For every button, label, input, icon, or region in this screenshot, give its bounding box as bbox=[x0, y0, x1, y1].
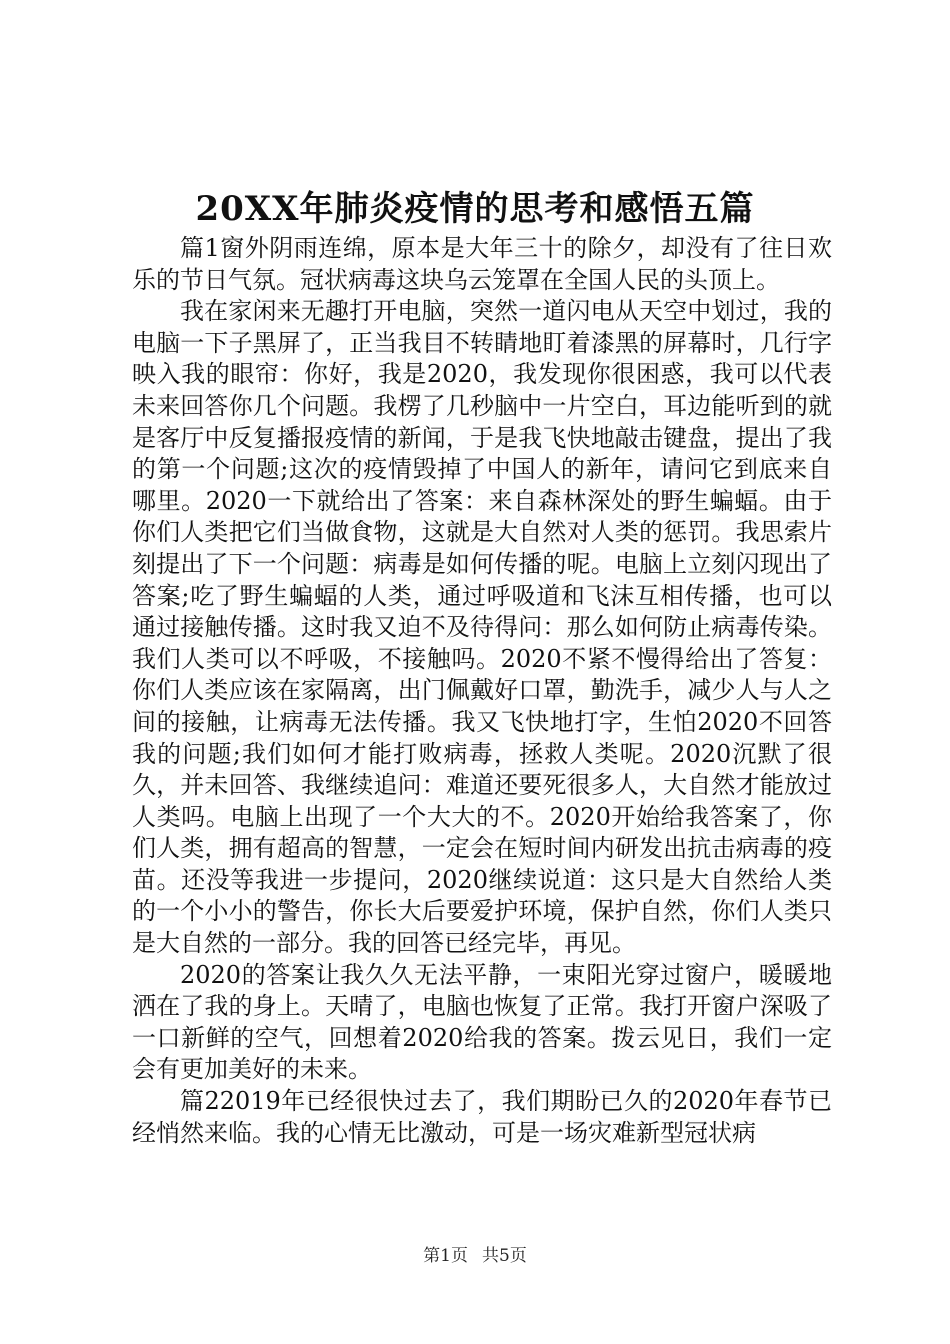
page-total: 共5页 bbox=[482, 1246, 527, 1266]
page-number: 第1页 bbox=[423, 1246, 468, 1266]
paragraph-2: 我在家闲来无趣打开电脑，突然一道闪电从天空中划过，我的电脑一下子黑屏了，正当我目不转睛地盯着漆黑的屏幕时，几行字映入我的眼帘：你好，我是2020，我发现你很困惑，我可以代表未来回答你几个问题。我楞了几秒脑中一片空白，耳边能听到的就是客厅中反复播报疫情的新闻，于是我飞快地敲击键盘，提出了我的第一个问题;这次的疫情毁掉了中国人的新年，请问它到底来自哪里。2020一下就给出了答案：来自森林深处的野生蝙蝠。由于你们人类把它们当做食物，这就是大自然对人类的惩罚。我思索片刻提出了下一个问题：病毒是如何传播的呢。电脑上立刻闪现出了答案;吃了野生蝙蝠的人类，通过呼吸道和飞沫互相传播，也可以通过接触传播。这时我又迫不及待得问：那么如何防止病毒传染。我们人类可以不呼吸，不接触吗。2020不紧不慢得给出了答复：你们人类应该在家隔离，出门佩戴好口罩，勤洗手，减少人与人之间的接触，让病毒无法传播。我又飞快地打字，生怕2020不回答我的问题;我们如何才能打败病毒，拯救人类呢。2020沉默了很久，并未回答、我继续追问：难道还要死很多人，大自然才能放过人类吗。电脑上出现了一个大大的不。2020开始给我答案了，你们人类，拥有超高的智慧，一定会在短时间内研发出抗击病毒的疫苗。还没等我进一步提问，2020继续说道：这只是大自然给人类的一个小小的警告，你长大后要爱护环境，保护自然，你们人类只是大自然的一部分。我的回答已经完毕，再见。 bbox=[132, 297, 832, 958]
document-body bbox=[132, 233, 832, 1149]
paragraph-3: 2020的答案让我久久无法平静，一束阳光穿过窗户，暖暖地洒在了我的身上。天晴了，电脑也恢复了正常。我打开窗户深吸了一口新鲜的空气，回想着2020给我的答案。拨云见日，我们一定会有更加美好的未来。 bbox=[132, 960, 832, 1084]
page-footer bbox=[0, 1244, 950, 1268]
paragraph-1: 篇1窗外阴雨连绵，原本是大年三十的除夕，却没有了往日欢乐的节日气氛。冠状病毒这块乌云笼罩在全国人民的头顶上。 bbox=[132, 234, 832, 294]
document-title: 20XX年肺炎疫情的思考和感悟五篇 bbox=[195, 189, 755, 229]
paragraph-4: 篇22019年已经很快过去了，我们期盼已久的2020年春节已经悄然来临。我的心情无比激动，可是一场灾难新型冠状病 bbox=[132, 1087, 832, 1147]
